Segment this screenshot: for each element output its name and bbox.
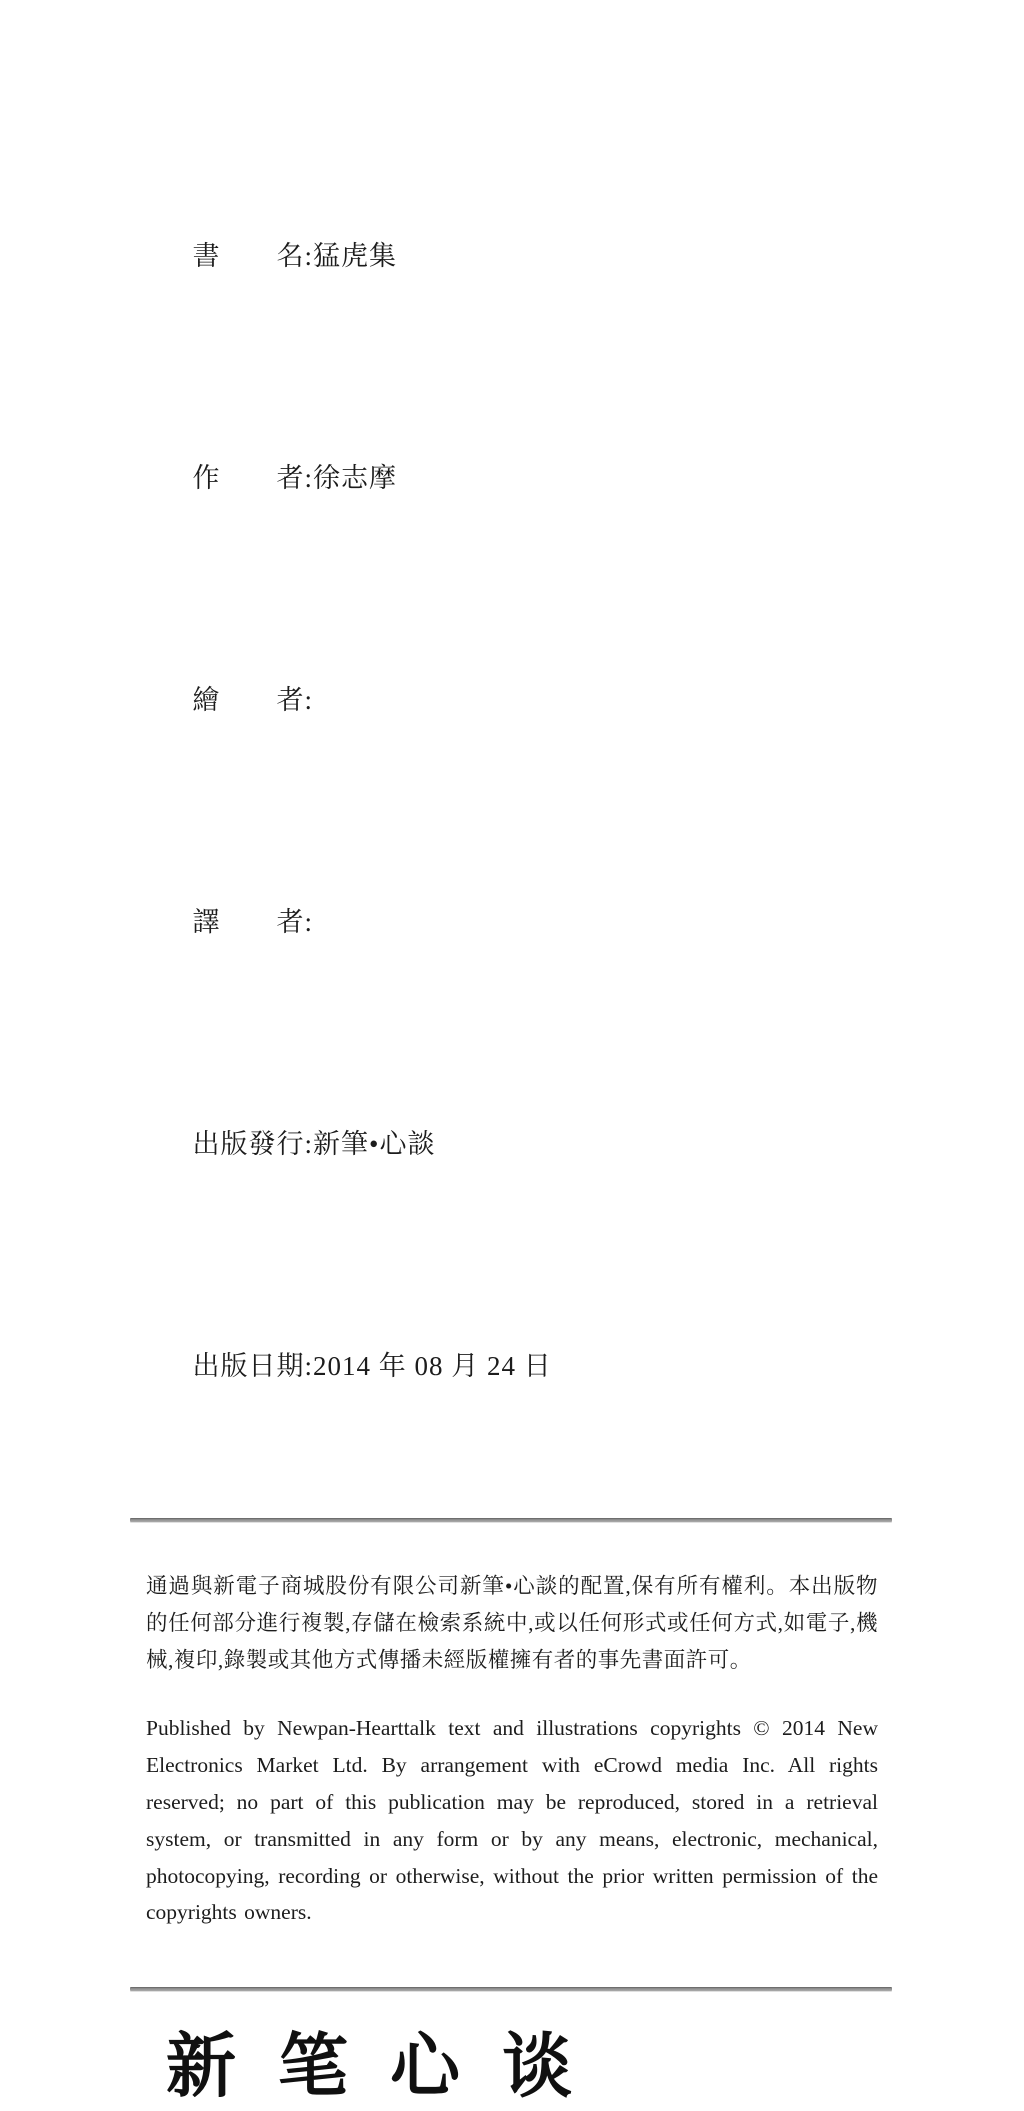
colophon-metadata-block xyxy=(146,0,878,1477)
author-label: 作 者: xyxy=(192,463,314,493)
publisher-value: 新筆•心談 xyxy=(313,1129,436,1159)
translator-label: 譯 者: xyxy=(192,907,314,937)
horizontal-rule-bottom xyxy=(130,1987,892,1991)
publisher-calligraphy-logo: 新笔心谈 xyxy=(166,2029,614,2107)
book-title-value: 猛虎集 xyxy=(313,241,398,271)
publisher-label: 出版發行: xyxy=(192,1129,314,1159)
author-value: 徐志摩 xyxy=(313,463,398,493)
horizontal-rule-top xyxy=(130,1518,892,1522)
meta-row-translator xyxy=(146,811,878,1033)
illustrator-label: 繪 者: xyxy=(192,685,314,715)
meta-row-publish-date xyxy=(146,1255,878,1477)
meta-row-publisher xyxy=(146,1033,878,1255)
meta-row-author xyxy=(146,367,878,589)
publish-date-label: 出版日期: xyxy=(192,1351,314,1381)
meta-row-book-title xyxy=(146,145,878,367)
meta-row-illustrator xyxy=(146,589,878,811)
publish-date-value: 2014 年 08 月 24 日 xyxy=(313,1351,552,1381)
english-copyright-paragraph: Published by Newpan-Hearttalk text and illustrations copyrights © 2014 New Electronics Market Ltd. By arrangement with eCrowd media Inc. All rights reserved; no part of this publication may be reproduced, stored in a retrieval system, or transmitted in any form or by any means, electronic, mechanical, photocopying, recording or otherwise, without the prior written permission of the copyrights owners. xyxy=(146,1716,878,1925)
book-title-label: 書 名: xyxy=(192,241,314,271)
chinese-copyright-paragraph: 通過與新電子商城股份有限公司新筆•心談的配置,保有所有權利。本出版物的任何部分進行複製,存儲在檢索系統中,或以任何形式或任何方式,如電子,機械,複印,錄製或其他方式傳播未經版權擁有者的事先書面許可。 xyxy=(146,1574,878,1672)
